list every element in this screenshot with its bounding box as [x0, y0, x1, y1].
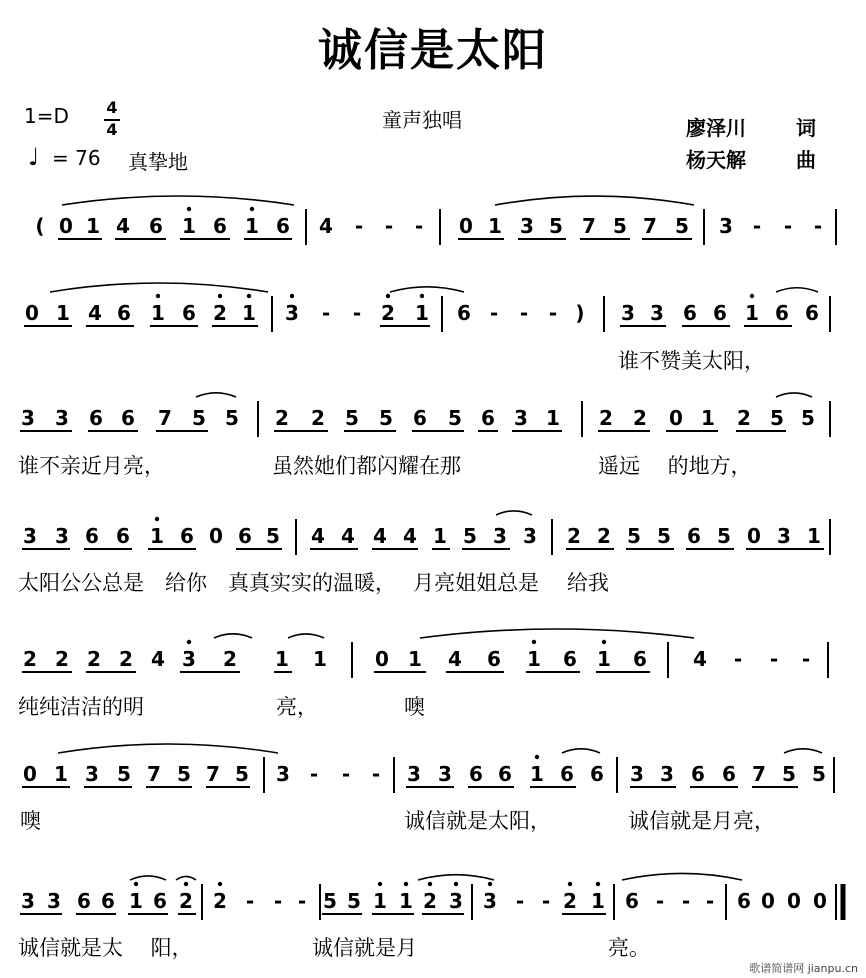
note-digit: 2 — [119, 647, 133, 671]
note-digit: 2 — [87, 647, 101, 671]
note-digit: 6 — [563, 647, 577, 671]
note-digit: 0 — [813, 889, 827, 913]
note-digit: 5 — [347, 889, 361, 913]
note-digit: 2 — [55, 647, 69, 671]
note-digit: 0 — [25, 301, 39, 325]
note-digit: - — [245, 889, 255, 913]
note-digit: 6 — [89, 406, 103, 430]
note-digit: 6 — [182, 301, 196, 325]
slur-arc — [130, 876, 166, 880]
octave-dot — [155, 517, 159, 521]
octave-dot — [428, 882, 432, 886]
note-digit: 6 — [487, 647, 501, 671]
note-digit: 3 — [493, 524, 507, 548]
note-digit: 3 — [182, 647, 196, 671]
note-digit: 6 — [737, 889, 751, 913]
note-digit: 6 — [101, 889, 115, 913]
note-digit: 1 — [701, 406, 715, 430]
note-digit: 1 — [488, 214, 502, 238]
slur-arc — [50, 283, 268, 292]
note-digit: 1 — [151, 301, 165, 325]
note-digit: 5 — [192, 406, 206, 430]
octave-dot — [134, 882, 138, 886]
note-digit: 1 — [546, 406, 560, 430]
note-digit: 5 — [657, 524, 671, 548]
octave-dot — [420, 294, 424, 298]
note-digit: 1 — [129, 889, 143, 913]
lyric-line: 遥远 的地方， — [598, 454, 752, 478]
note-digit: - — [655, 889, 665, 913]
note-digit: 3 — [514, 406, 528, 430]
note-digit: 6 — [481, 406, 495, 430]
note-digit: 0 — [209, 524, 223, 548]
note-digit: 6 — [149, 214, 163, 238]
octave-dot — [596, 882, 600, 886]
octave-dot — [250, 207, 254, 211]
note-digit: 5 — [463, 524, 477, 548]
note-digit: 0 — [375, 647, 389, 671]
note-digit: 5 — [177, 762, 191, 786]
note-digit: - — [752, 214, 762, 238]
note-digit: 1 — [54, 762, 68, 786]
note-digit: 1 — [86, 214, 100, 238]
lyric-line: 亮。 — [608, 936, 650, 960]
note-digit: 1 — [56, 301, 70, 325]
note-digit: 0 — [747, 524, 761, 548]
slur-arc — [495, 196, 694, 205]
lyric-line: 诚信就是月 — [312, 936, 417, 960]
note-digit: 4 — [341, 524, 355, 548]
lyric-line: 谁不亲近月亮， — [18, 454, 165, 478]
note-digit: 5 — [812, 762, 826, 786]
song-title: 诚信是太阳 — [318, 25, 548, 76]
note-digit: 6 — [713, 301, 727, 325]
note-digit: 2 — [213, 301, 227, 325]
note-digit: - — [801, 647, 811, 671]
octave-dot — [602, 640, 606, 644]
note-digit: 6 — [116, 524, 130, 548]
note-digit: 7 — [582, 214, 596, 238]
note-digit: 0 — [59, 214, 73, 238]
note-digit: 2 — [567, 524, 581, 548]
note-digit: - — [414, 214, 424, 238]
octave-dot — [454, 882, 458, 886]
octave-dot — [568, 882, 572, 886]
note-digit: - — [783, 214, 793, 238]
note-digit: 1 — [530, 762, 544, 786]
note-digit: 2 — [23, 647, 37, 671]
note-digit: 2 — [423, 889, 437, 913]
note-digit: 7 — [752, 762, 766, 786]
lyric-line: 诚信就是太阳， — [404, 809, 551, 833]
lyric-line: 亮， — [276, 695, 318, 719]
time-signature-top: 4 — [106, 98, 118, 117]
composer-role: 曲 — [796, 148, 816, 172]
lyric-line: 诚信就是月亮， — [628, 809, 775, 833]
note-digit: - — [354, 214, 364, 238]
octave-dot — [187, 207, 191, 211]
note-digit: 0 — [669, 406, 683, 430]
note-digit: 7 — [643, 214, 657, 238]
note-digit: 6 — [633, 647, 647, 671]
note-digit: 6 — [683, 301, 697, 325]
note-digit: 1 — [433, 524, 447, 548]
note-digit: 2 — [311, 406, 325, 430]
note-digit: 3 — [23, 524, 37, 548]
note-digit: 6 — [276, 214, 290, 238]
note-digit: 3 — [438, 762, 452, 786]
lyric-line: 虽然她们都闪耀在那 — [272, 454, 461, 478]
note-digit: 5 — [782, 762, 796, 786]
slur-arc — [390, 287, 464, 292]
lyric-line: 噢 — [404, 695, 425, 719]
note-digit: 6 — [691, 762, 705, 786]
note-digit: 5 — [117, 762, 131, 786]
note-digit: - — [681, 889, 691, 913]
note-digit: - — [489, 301, 499, 325]
note-digit: 0 — [787, 889, 801, 913]
note-digit: 1 — [408, 647, 422, 671]
note-digit: 5 — [225, 406, 239, 430]
note-digit: 6 — [687, 524, 701, 548]
note-digit: 6 — [180, 524, 194, 548]
note-digit: 4 — [693, 647, 707, 671]
note-digit: 3 — [47, 889, 61, 913]
slur-arc — [62, 196, 294, 205]
slur-arc — [776, 393, 812, 397]
note-digit: 1 — [399, 889, 413, 913]
note-digit: - — [309, 762, 319, 786]
note-digit: 6 — [117, 301, 131, 325]
note-digit: - — [813, 214, 823, 238]
note-digit: 4 — [403, 524, 417, 548]
octave-dot — [532, 640, 536, 644]
lyric-line: 谁不赞美太阳， — [618, 349, 765, 373]
composer-name: 杨天解 — [686, 148, 746, 172]
note-digit: 3 — [285, 301, 299, 325]
performance-note: 童声独唱 — [382, 108, 462, 132]
note-digit: 6 — [560, 762, 574, 786]
octave-dot — [184, 882, 188, 886]
note-digit: 3 — [55, 524, 69, 548]
slur-arc — [784, 749, 822, 753]
note-digit: 0 — [23, 762, 37, 786]
note-digit: 2 — [597, 524, 611, 548]
expression-marking: 真挚地 — [128, 150, 188, 174]
note-digit: 3 — [21, 889, 35, 913]
note-digit: 3 — [650, 301, 664, 325]
slur-arc — [562, 749, 600, 753]
note-digit: - — [519, 301, 529, 325]
note-digit: - — [297, 889, 307, 913]
note-digit: 6 — [85, 524, 99, 548]
note-digit: 1 — [182, 214, 196, 238]
note-digit: 4 — [311, 524, 325, 548]
key-signature: 1=D — [24, 104, 69, 128]
note-digit: - — [733, 647, 743, 671]
note-digit: 6 — [590, 762, 604, 786]
slur-arc — [420, 629, 694, 638]
note-digit: - — [321, 301, 331, 325]
note-digit: 6 — [498, 762, 512, 786]
note-digit: 0 — [761, 889, 775, 913]
note-digit: 5 — [549, 214, 563, 238]
note-digit: 6 — [153, 889, 167, 913]
octave-dot — [290, 294, 294, 298]
note-digit: 6 — [413, 406, 427, 430]
note-digit: 4 — [88, 301, 102, 325]
note-digit: - — [341, 762, 351, 786]
octave-dot — [378, 882, 382, 886]
note-digit: 5 — [801, 406, 815, 430]
octave-dot — [535, 755, 539, 759]
note-digit: 3 — [719, 214, 733, 238]
note-digit: 7 — [206, 762, 220, 786]
octave-dot — [386, 294, 390, 298]
note-digit: 4 — [448, 647, 462, 671]
slur-arc — [288, 634, 324, 638]
octave-dot — [750, 294, 754, 298]
note-digit: 1 — [415, 301, 429, 325]
note-digit: 5 — [345, 406, 359, 430]
note-digit: 5 — [717, 524, 731, 548]
lyric-line: 纯纯洁洁的明 — [18, 695, 144, 719]
note-digit: 3 — [483, 889, 497, 913]
note-digit: 2 — [563, 889, 577, 913]
note-digit: 6 — [469, 762, 483, 786]
note-digit: 3 — [777, 524, 791, 548]
slur-arc — [214, 634, 252, 638]
slur-arc — [496, 511, 532, 515]
lyric-line: 诚信就是太 阳， — [18, 936, 193, 960]
note-digit: - — [705, 889, 715, 913]
note-digit: 0 — [459, 214, 473, 238]
note-digit: 4 — [116, 214, 130, 238]
lyricist-name: 廖泽川 — [686, 116, 746, 140]
note-digit: 6 — [805, 301, 819, 325]
note-digit: 2 — [179, 889, 193, 913]
note-digit: - — [548, 301, 558, 325]
slur-arc — [622, 873, 742, 880]
note-digit: 2 — [633, 406, 647, 430]
note-digit: 5 — [613, 214, 627, 238]
octave-dot — [488, 882, 492, 886]
note-digit: - — [769, 647, 779, 671]
slur-arc — [196, 393, 236, 397]
note-digit: 3 — [449, 889, 463, 913]
note-digit: 3 — [523, 524, 537, 548]
lyric-line: 噢 — [20, 809, 41, 833]
note-digit: 1 — [527, 647, 541, 671]
repeat-parenthesis: ) — [575, 301, 585, 325]
quarter-note-icon: ♩ — [28, 143, 40, 171]
note-digit: - — [515, 889, 525, 913]
octave-dot — [247, 294, 251, 298]
note-digit: 2 — [275, 406, 289, 430]
note-digit: 6 — [77, 889, 91, 913]
note-digit: - — [273, 889, 283, 913]
note-digit: 6 — [625, 889, 639, 913]
slur-arc — [58, 744, 278, 753]
octave-dot — [404, 882, 408, 886]
note-digit: 5 — [770, 406, 784, 430]
note-digit: 5 — [448, 406, 462, 430]
note-digit: 2 — [599, 406, 613, 430]
note-digit: 6 — [722, 762, 736, 786]
slur-arc — [776, 288, 818, 292]
note-digit: 2 — [737, 406, 751, 430]
note-digit: 6 — [457, 301, 471, 325]
note-digit: 6 — [213, 214, 227, 238]
note-digit: 1 — [745, 301, 759, 325]
note-digit: 4 — [373, 524, 387, 548]
note-digit: 2 — [213, 889, 227, 913]
note-digit: 4 — [151, 647, 165, 671]
repeat-parenthesis: ( — [35, 214, 45, 238]
octave-dot — [218, 294, 222, 298]
note-digit: 5 — [323, 889, 337, 913]
note-digit: 1 — [373, 889, 387, 913]
note-digit: 3 — [630, 762, 644, 786]
time-signature-bottom: 4 — [106, 120, 118, 139]
note-digit: 6 — [121, 406, 135, 430]
lyricist-role: 词 — [796, 116, 816, 140]
note-digit: 1 — [242, 301, 256, 325]
note-digit: 2 — [223, 647, 237, 671]
note-digit: 1 — [313, 647, 327, 671]
note-digit: 1 — [275, 647, 289, 671]
note-digit: 2 — [381, 301, 395, 325]
lyric-line: 太阳公公总是 给你 真真实实的温暖， 月亮姐姐总是 给我 — [18, 571, 609, 595]
octave-dot — [187, 640, 191, 644]
octave-dot — [156, 294, 160, 298]
note-digit: 3 — [85, 762, 99, 786]
note-digit: 3 — [660, 762, 674, 786]
note-digit: 5 — [379, 406, 393, 430]
note-digit: 3 — [621, 301, 635, 325]
note-digit: 5 — [266, 524, 280, 548]
note-digit: 3 — [55, 406, 69, 430]
slur-arc — [176, 876, 196, 880]
slur-arc — [418, 875, 494, 880]
note-digit: 5 — [675, 214, 689, 238]
note-digit: 6 — [238, 524, 252, 548]
note-digit: 1 — [807, 524, 821, 548]
note-digit: 7 — [158, 406, 172, 430]
note-digit: - — [384, 214, 394, 238]
note-digit: - — [352, 301, 362, 325]
note-digit: 1 — [245, 214, 259, 238]
note-digit: 6 — [775, 301, 789, 325]
note-digit: 5 — [627, 524, 641, 548]
note-digit: 1 — [597, 647, 611, 671]
watermark-text: 歌谱简谱网 jianpu.cn — [749, 962, 858, 975]
note-digit: 4 — [319, 214, 333, 238]
note-digit: 7 — [147, 762, 161, 786]
note-digit: 1 — [150, 524, 164, 548]
octave-dot — [218, 882, 222, 886]
note-digit: 3 — [407, 762, 421, 786]
note-digit: 3 — [276, 762, 290, 786]
note-digit: - — [541, 889, 551, 913]
note-digit: 5 — [235, 762, 249, 786]
note-digit: - — [371, 762, 381, 786]
note-digit: 3 — [520, 214, 534, 238]
note-digit: 3 — [21, 406, 35, 430]
note-digit: 1 — [591, 889, 605, 913]
tempo-marking: = 76 — [52, 146, 101, 170]
